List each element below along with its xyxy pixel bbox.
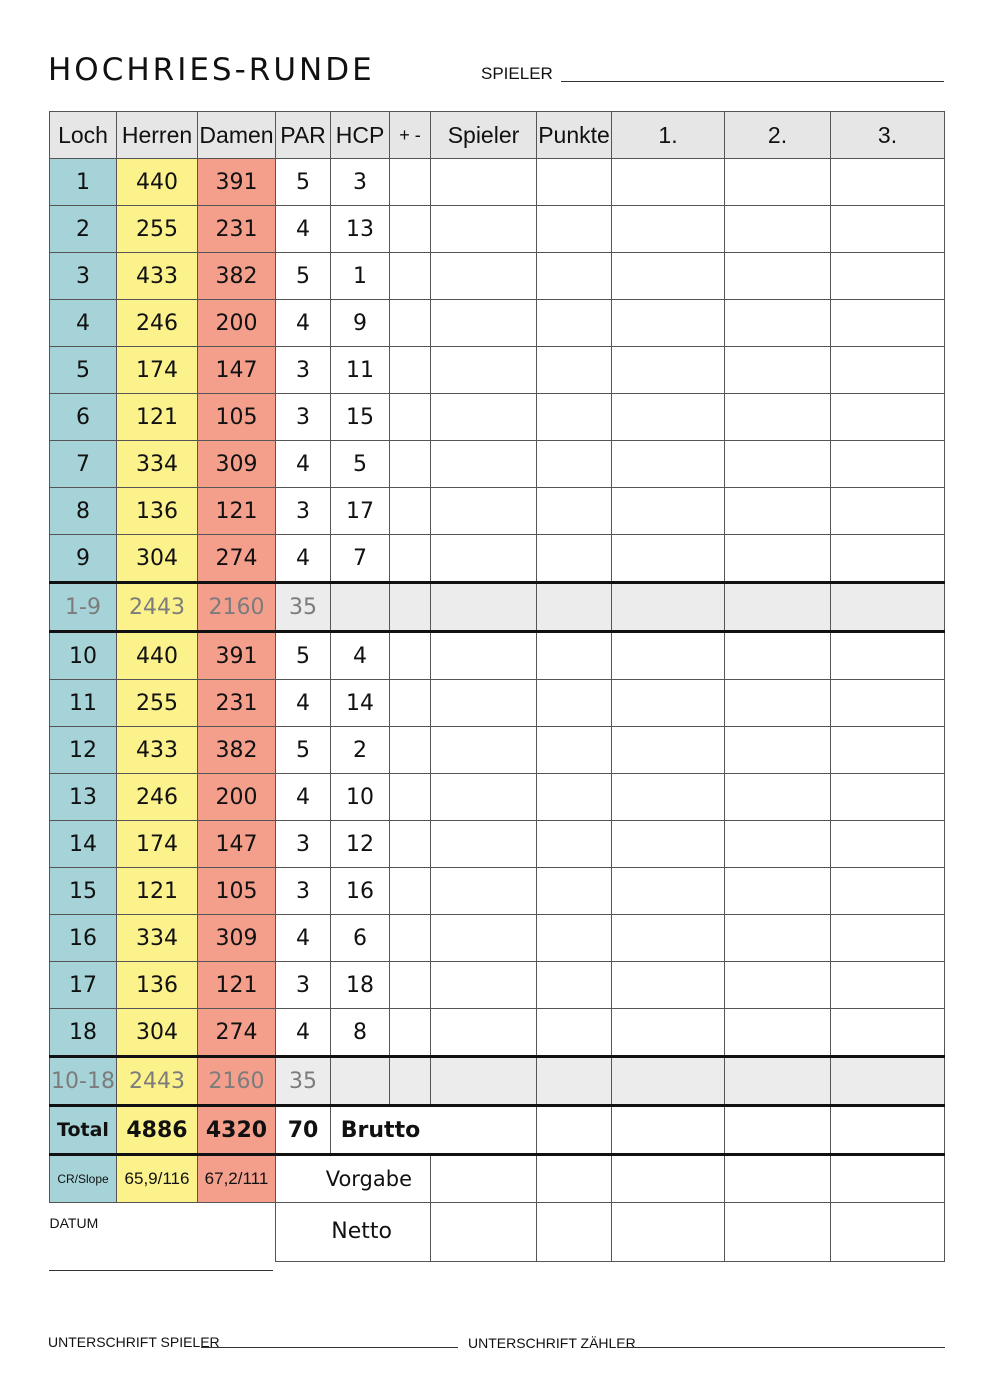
hole-number: 17: [50, 962, 117, 1009]
score-cell[interactable]: [725, 347, 831, 394]
damen-distance: 121: [198, 962, 276, 1009]
hole-row: [50, 632, 945, 680]
hole-hcp: 5: [331, 441, 390, 488]
hole-number: 2: [50, 206, 117, 253]
herren-distance: 304: [117, 1009, 198, 1057]
hole-row: [50, 535, 945, 583]
back-sum-row: [50, 1057, 945, 1106]
rating-damen: 67,2/111: [198, 1155, 276, 1203]
hole-hcp: 6: [331, 915, 390, 962]
score-cell[interactable]: [612, 583, 725, 632]
score-cell[interactable]: [431, 774, 537, 821]
hole-hcp: 3: [331, 159, 390, 206]
hole-number: 5: [50, 347, 117, 394]
hole-number: 1: [50, 159, 117, 206]
score-cell[interactable]: [537, 488, 612, 535]
score-cell[interactable]: [612, 300, 725, 347]
score-cell[interactable]: [537, 821, 612, 868]
score-cell[interactable]: [831, 300, 945, 347]
hole-hcp: 9: [331, 300, 390, 347]
score-cell[interactable]: [612, 632, 725, 680]
damen-distance: 200: [198, 774, 276, 821]
col-header-plus-minus: + -: [390, 112, 431, 159]
herren-distance: 433: [117, 727, 198, 774]
back-sum-loch: 10-18: [50, 1057, 117, 1106]
hole-par: 3: [276, 821, 331, 868]
hole-row: [50, 868, 945, 915]
hole-par: 4: [276, 535, 331, 583]
col-header-herren: Herren: [117, 112, 198, 159]
damen-distance: 105: [198, 868, 276, 915]
hole-hcp: 18: [331, 962, 390, 1009]
score-cell[interactable]: [390, 394, 431, 441]
col-header-2: 2.: [725, 112, 831, 159]
score-cell[interactable]: [537, 774, 612, 821]
total-herren: 4886: [117, 1106, 198, 1155]
hole-number: 4: [50, 300, 117, 347]
score-cell[interactable]: [537, 253, 612, 300]
rating-herren: 65,9/116: [117, 1155, 198, 1203]
score-cell[interactable]: [612, 347, 725, 394]
damen-distance: 147: [198, 347, 276, 394]
signature-player-label: UNTERSCHRIFT SPIELER: [48, 1334, 220, 1350]
score-cell[interactable]: [831, 583, 945, 632]
score-cell[interactable]: [612, 1106, 725, 1155]
score-cell[interactable]: [831, 441, 945, 488]
hole-hcp: 2: [331, 727, 390, 774]
hole-par: 4: [276, 680, 331, 727]
score-cell[interactable]: [612, 1009, 725, 1057]
score-cell[interactable]: [390, 441, 431, 488]
vorgabe-label: Vorgabe: [276, 1155, 431, 1203]
back-sum-par: 35: [276, 1057, 331, 1106]
hole-number: 9: [50, 535, 117, 583]
score-cell[interactable]: [390, 868, 431, 915]
score-cell[interactable]: [431, 206, 537, 253]
scorecard-table: [49, 111, 945, 1262]
score-cell[interactable]: [725, 727, 831, 774]
score-cell[interactable]: [725, 394, 831, 441]
datum-label: DATUM: [50, 1203, 276, 1262]
score-cell[interactable]: [612, 488, 725, 535]
score-cell[interactable]: [390, 821, 431, 868]
total-par: 70: [276, 1106, 331, 1155]
score-cell[interactable]: [431, 632, 537, 680]
score-cell[interactable]: [725, 915, 831, 962]
score-cell[interactable]: [612, 915, 725, 962]
score-cell[interactable]: [390, 962, 431, 1009]
hole-row: [50, 253, 945, 300]
score-cell[interactable]: [431, 1203, 537, 1262]
hole-par: 4: [276, 1009, 331, 1057]
hole-hcp: 17: [331, 488, 390, 535]
score-cell[interactable]: [537, 1009, 612, 1057]
score-cell[interactable]: [725, 1009, 831, 1057]
score-cell[interactable]: [537, 535, 612, 583]
hole-hcp: 10: [331, 774, 390, 821]
total-damen: 4320: [198, 1106, 276, 1155]
score-cell[interactable]: [431, 300, 537, 347]
score-cell[interactable]: [431, 727, 537, 774]
score-cell[interactable]: [831, 821, 945, 868]
hole-par: 4: [276, 300, 331, 347]
herren-distance: 255: [117, 206, 198, 253]
score-cell[interactable]: [537, 1203, 612, 1262]
herren-distance: 433: [117, 253, 198, 300]
score-cell[interactable]: [612, 253, 725, 300]
score-cell[interactable]: [831, 1155, 945, 1203]
hole-hcp: 11: [331, 347, 390, 394]
score-cell[interactable]: [831, 535, 945, 583]
front-sum-damen: 2160: [198, 583, 276, 632]
score-cell[interactable]: [831, 394, 945, 441]
score-cell[interactable]: [431, 821, 537, 868]
damen-distance: 382: [198, 253, 276, 300]
score-cell[interactable]: [831, 915, 945, 962]
hole-par: 3: [276, 868, 331, 915]
damen-distance: 391: [198, 632, 276, 680]
score-cell[interactable]: [390, 727, 431, 774]
hole-number: 18: [50, 1009, 117, 1057]
hole-hcp: 14: [331, 680, 390, 727]
brutto-label: Brutto: [331, 1106, 431, 1155]
score-cell[interactable]: [537, 583, 612, 632]
score-cell[interactable]: [537, 632, 612, 680]
score-cell[interactable]: [537, 394, 612, 441]
score-cell[interactable]: [612, 441, 725, 488]
score-cell[interactable]: [612, 962, 725, 1009]
damen-distance: 274: [198, 1009, 276, 1057]
score-cell[interactable]: [390, 300, 431, 347]
score-cell[interactable]: [431, 962, 537, 1009]
total-row: [50, 1106, 945, 1155]
hole-hcp: 4: [331, 632, 390, 680]
score-cell[interactable]: [612, 206, 725, 253]
score-cell[interactable]: [431, 868, 537, 915]
hole-number: 7: [50, 441, 117, 488]
back-nine: [50, 632, 945, 1057]
score-cell[interactable]: [612, 680, 725, 727]
score-cell[interactable]: [537, 347, 612, 394]
hole-hcp: 12: [331, 821, 390, 868]
score-cell[interactable]: [725, 1057, 831, 1106]
hole-par: 5: [276, 632, 331, 680]
hole-number: 12: [50, 727, 117, 774]
hole-row: [50, 347, 945, 394]
score-cell[interactable]: [537, 727, 612, 774]
score-cell[interactable]: [431, 535, 537, 583]
score-cell[interactable]: [831, 1057, 945, 1106]
hole-par: 5: [276, 727, 331, 774]
score-cell[interactable]: [431, 394, 537, 441]
col-header-par: PAR: [276, 112, 331, 159]
score-cell[interactable]: [537, 962, 612, 1009]
col-header-damen: Damen: [198, 112, 276, 159]
score-cell[interactable]: [431, 1009, 537, 1057]
score-cell[interactable]: [612, 821, 725, 868]
damen-distance: 309: [198, 915, 276, 962]
score-cell[interactable]: [725, 1106, 831, 1155]
netto-row: [50, 1203, 945, 1262]
score-cell[interactable]: [831, 1106, 945, 1155]
score-cell[interactable]: [390, 680, 431, 727]
hole-number: 15: [50, 868, 117, 915]
score-cell[interactable]: [725, 680, 831, 727]
score-cell[interactable]: [831, 680, 945, 727]
damen-distance: 274: [198, 535, 276, 583]
score-cell[interactable]: [537, 1155, 612, 1203]
hole-par: 3: [276, 347, 331, 394]
hole-hcp: 1: [331, 253, 390, 300]
score-cell[interactable]: [390, 159, 431, 206]
hole-row: [50, 774, 945, 821]
herren-distance: 334: [117, 441, 198, 488]
herren-distance: 246: [117, 300, 198, 347]
herren-distance: 440: [117, 159, 198, 206]
score-cell[interactable]: [537, 441, 612, 488]
damen-distance: 231: [198, 680, 276, 727]
damen-distance: 391: [198, 159, 276, 206]
col-header-hcp: HCP: [331, 112, 390, 159]
hole-row: [50, 394, 945, 441]
hole-row: [50, 488, 945, 535]
score-cell[interactable]: [431, 680, 537, 727]
score-cell[interactable]: [537, 915, 612, 962]
score-cell[interactable]: [725, 774, 831, 821]
score-cell[interactable]: [390, 1009, 431, 1057]
player-label: SPIELER: [481, 64, 553, 83]
col-header-punkte: Punkte: [537, 112, 612, 159]
score-cell[interactable]: [390, 632, 431, 680]
player-name-line[interactable]: [561, 81, 944, 82]
score-cell[interactable]: [431, 583, 537, 632]
back-sum-damen: 2160: [198, 1057, 276, 1106]
score-cell[interactable]: [390, 488, 431, 535]
score-cell[interactable]: [537, 1106, 612, 1155]
hole-row: [50, 680, 945, 727]
hole-row: [50, 962, 945, 1009]
score-cell[interactable]: [725, 583, 831, 632]
score-cell[interactable]: [831, 253, 945, 300]
score-cell[interactable]: [831, 488, 945, 535]
score-cell[interactable]: [390, 774, 431, 821]
score-cell[interactable]: [831, 868, 945, 915]
score-cell[interactable]: [831, 159, 945, 206]
hole-number: 11: [50, 680, 117, 727]
score-cell[interactable]: [612, 535, 725, 583]
score-cell[interactable]: [725, 159, 831, 206]
hole-hcp: 8: [331, 1009, 390, 1057]
signature-counter-line[interactable]: [619, 1347, 945, 1348]
score-cell[interactable]: [725, 632, 831, 680]
score-cell[interactable]: [537, 868, 612, 915]
damen-distance: 231: [198, 206, 276, 253]
score-cell[interactable]: [725, 441, 831, 488]
hole-hcp: 16: [331, 868, 390, 915]
col-header-1: 1.: [612, 112, 725, 159]
hole-par: 4: [276, 774, 331, 821]
score-cell[interactable]: [725, 1155, 831, 1203]
score-cell[interactable]: [725, 821, 831, 868]
score-cell[interactable]: [725, 253, 831, 300]
herren-distance: 334: [117, 915, 198, 962]
score-cell[interactable]: [725, 300, 831, 347]
hole-row: [50, 300, 945, 347]
header-row: [50, 112, 945, 159]
score-cell[interactable]: [431, 253, 537, 300]
score-cell[interactable]: [431, 441, 537, 488]
hole-row: [50, 159, 945, 206]
signature-player-line[interactable]: [201, 1347, 458, 1348]
score-cell[interactable]: [537, 680, 612, 727]
netto-label: Netto: [276, 1203, 431, 1262]
score-cell[interactable]: [725, 1203, 831, 1262]
score-cell[interactable]: [431, 159, 537, 206]
score-cell[interactable]: [831, 206, 945, 253]
damen-distance: 200: [198, 300, 276, 347]
hole-number: 14: [50, 821, 117, 868]
hole-number: 3: [50, 253, 117, 300]
score-cell[interactable]: [725, 206, 831, 253]
score-cell[interactable]: [390, 1057, 431, 1106]
score-cell[interactable]: [431, 915, 537, 962]
score-cell[interactable]: [537, 1057, 612, 1106]
rating-label: CR/Slope: [50, 1155, 117, 1203]
herren-distance: 174: [117, 821, 198, 868]
damen-distance: 382: [198, 727, 276, 774]
score-cell[interactable]: [612, 1057, 725, 1106]
hole-number: 16: [50, 915, 117, 962]
hole-number: 6: [50, 394, 117, 441]
score-cell[interactable]: [612, 1155, 725, 1203]
score-cell[interactable]: [831, 1203, 945, 1262]
damen-distance: 147: [198, 821, 276, 868]
front-nine: [50, 159, 945, 583]
score-cell[interactable]: [390, 253, 431, 300]
hole-row: [50, 206, 945, 253]
hole-row: [50, 1009, 945, 1057]
hole-par: 4: [276, 915, 331, 962]
total-label: Total: [50, 1106, 117, 1155]
page-title: HOCHRIES-RUNDE: [48, 52, 375, 88]
score-cell[interactable]: [612, 1203, 725, 1262]
herren-distance: 304: [117, 535, 198, 583]
score-cell[interactable]: [431, 347, 537, 394]
hole-par: 3: [276, 488, 331, 535]
score-cell[interactable]: [725, 868, 831, 915]
score-cell[interactable]: [331, 583, 390, 632]
score-cell[interactable]: [390, 347, 431, 394]
herren-distance: 255: [117, 680, 198, 727]
score-cell[interactable]: [537, 159, 612, 206]
signature-counter-label: UNTERSCHRIFT ZÄHLER: [468, 1335, 636, 1351]
back-sum-herren: 2443: [117, 1057, 198, 1106]
col-header-spieler: Spieler: [431, 112, 537, 159]
score-cell[interactable]: [537, 300, 612, 347]
score-cell[interactable]: [725, 535, 831, 583]
hole-par: 4: [276, 441, 331, 488]
damen-distance: 121: [198, 488, 276, 535]
score-cell[interactable]: [612, 774, 725, 821]
score-cell[interactable]: [390, 206, 431, 253]
datum-line[interactable]: [49, 1270, 273, 1271]
hole-par: 4: [276, 206, 331, 253]
hole-row: [50, 915, 945, 962]
score-cell[interactable]: [831, 632, 945, 680]
score-cell[interactable]: [612, 394, 725, 441]
front-sum-row: [50, 583, 945, 632]
hole-row: [50, 727, 945, 774]
damen-distance: 309: [198, 441, 276, 488]
score-cell[interactable]: [831, 774, 945, 821]
damen-distance: 105: [198, 394, 276, 441]
hole-number: 8: [50, 488, 117, 535]
rating-row: [50, 1155, 945, 1203]
score-cell[interactable]: [725, 488, 831, 535]
score-cell[interactable]: [431, 1155, 537, 1203]
hole-row: [50, 441, 945, 488]
hole-row: [50, 821, 945, 868]
herren-distance: 174: [117, 347, 198, 394]
col-header-loch: Loch: [50, 112, 117, 159]
score-cell[interactable]: [612, 868, 725, 915]
hole-par: 5: [276, 253, 331, 300]
front-sum-loch: 1-9: [50, 583, 117, 632]
hole-par: 3: [276, 962, 331, 1009]
herren-distance: 440: [117, 632, 198, 680]
score-cell[interactable]: [537, 206, 612, 253]
score-cell[interactable]: [390, 583, 431, 632]
herren-distance: 121: [117, 868, 198, 915]
score-cell[interactable]: [831, 727, 945, 774]
front-sum-par: 35: [276, 583, 331, 632]
hole-par: 3: [276, 394, 331, 441]
score-cell[interactable]: [431, 1106, 537, 1155]
front-sum-herren: 2443: [117, 583, 198, 632]
score-cell[interactable]: [725, 962, 831, 1009]
score-cell[interactable]: [431, 1057, 537, 1106]
hole-hcp: 13: [331, 206, 390, 253]
score-cell[interactable]: [831, 962, 945, 1009]
hole-hcp: 7: [331, 535, 390, 583]
score-cell[interactable]: [390, 535, 431, 583]
herren-distance: 136: [117, 488, 198, 535]
score-cell[interactable]: [831, 347, 945, 394]
col-header-3: 3.: [831, 112, 945, 159]
score-cell[interactable]: [431, 488, 537, 535]
score-cell[interactable]: [612, 159, 725, 206]
score-cell[interactable]: [831, 1009, 945, 1057]
hole-par: 5: [276, 159, 331, 206]
score-cell[interactable]: [390, 915, 431, 962]
herren-distance: 136: [117, 962, 198, 1009]
herren-distance: 121: [117, 394, 198, 441]
hole-number: 10: [50, 632, 117, 680]
herren-distance: 246: [117, 774, 198, 821]
hole-hcp: 15: [331, 394, 390, 441]
score-cell[interactable]: [331, 1057, 390, 1106]
score-cell[interactable]: [612, 727, 725, 774]
hole-number: 13: [50, 774, 117, 821]
